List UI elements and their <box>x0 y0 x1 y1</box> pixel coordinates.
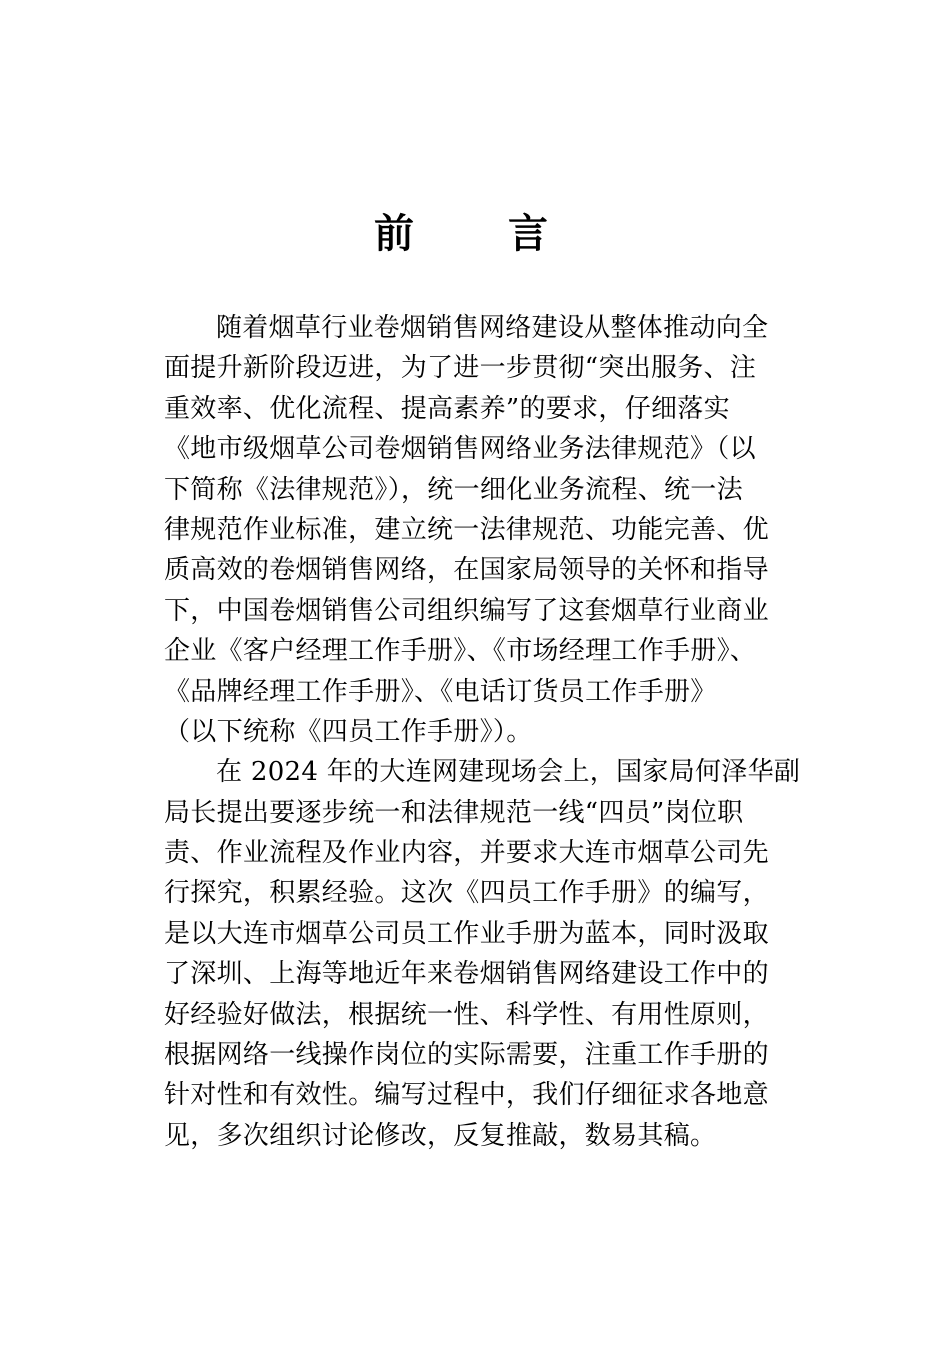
text-line: 重效率、优化流程、提高素养”的要求，仔细落实 <box>164 393 730 424</box>
text-line: 《品牌经理工作手册》、《电话订货员工作手册》 <box>164 676 717 707</box>
text-line: 随着烟草行业卷烟销售网络建设从整体推动向全 <box>216 313 769 343</box>
paragraph-2 <box>164 752 814 1156</box>
text-line: 企业《客户经理工作手册》、《市场经理工作手册》、 <box>164 636 757 667</box>
text-line: 在 2024 年的大连网建现场会上，国家局何泽华副 <box>216 757 801 788</box>
text-line: （以下统称《四员工作手册》）。 <box>164 716 533 747</box>
text-line: 下，中国卷烟销售公司组织编写了这套烟草行业商业 <box>164 595 769 626</box>
body-text <box>164 308 814 1156</box>
text-line: 面提升新阶段迈进，为了进一步贯彻“突出服务、注 <box>164 353 757 384</box>
text-line: 见，多次组织讨论修改，反复推敲，数易其稿。 <box>164 1120 717 1151</box>
text-line: 根据网络一线操作岗位的实际需要，注重工作手册的 <box>164 1040 769 1071</box>
page-title: 前 言 <box>374 210 588 257</box>
text-line: 律规范作业标准，建立统一法律规范、功能完善、优 <box>164 514 769 545</box>
text-line: 质高效的卷烟销售网络，在国家局领导的关怀和指导 <box>164 555 769 586</box>
text-line: 《地市级烟草公司卷烟销售网络业务法律规范》（以 <box>164 434 756 465</box>
text-line: 是以大连市烟草公司员工作业手册为蓝本，同时汲取 <box>164 918 769 949</box>
text-line: 局长提出要逐步统一和法律规范一线“四员”岗位职 <box>164 797 744 828</box>
text-line: 好经验好做法，根据统一性、科学性、有用性原则， <box>164 999 769 1030</box>
text-line: 行探究，积累经验。这次《四员工作手册》的编写， <box>164 878 769 909</box>
text-line: 下简称《法律规范》），统一细化业务流程、统一法 <box>164 474 743 505</box>
text-line: 责、作业流程及作业内容，并要求大连市烟草公司先 <box>164 838 769 869</box>
text-line: 了深圳、上海等地近年来卷烟销售网络建设工作中的 <box>164 959 769 990</box>
paragraph-1 <box>164 308 814 752</box>
text-line: 针对性和有效性。编写过程中，我们仔细征求各地意 <box>164 1080 769 1111</box>
